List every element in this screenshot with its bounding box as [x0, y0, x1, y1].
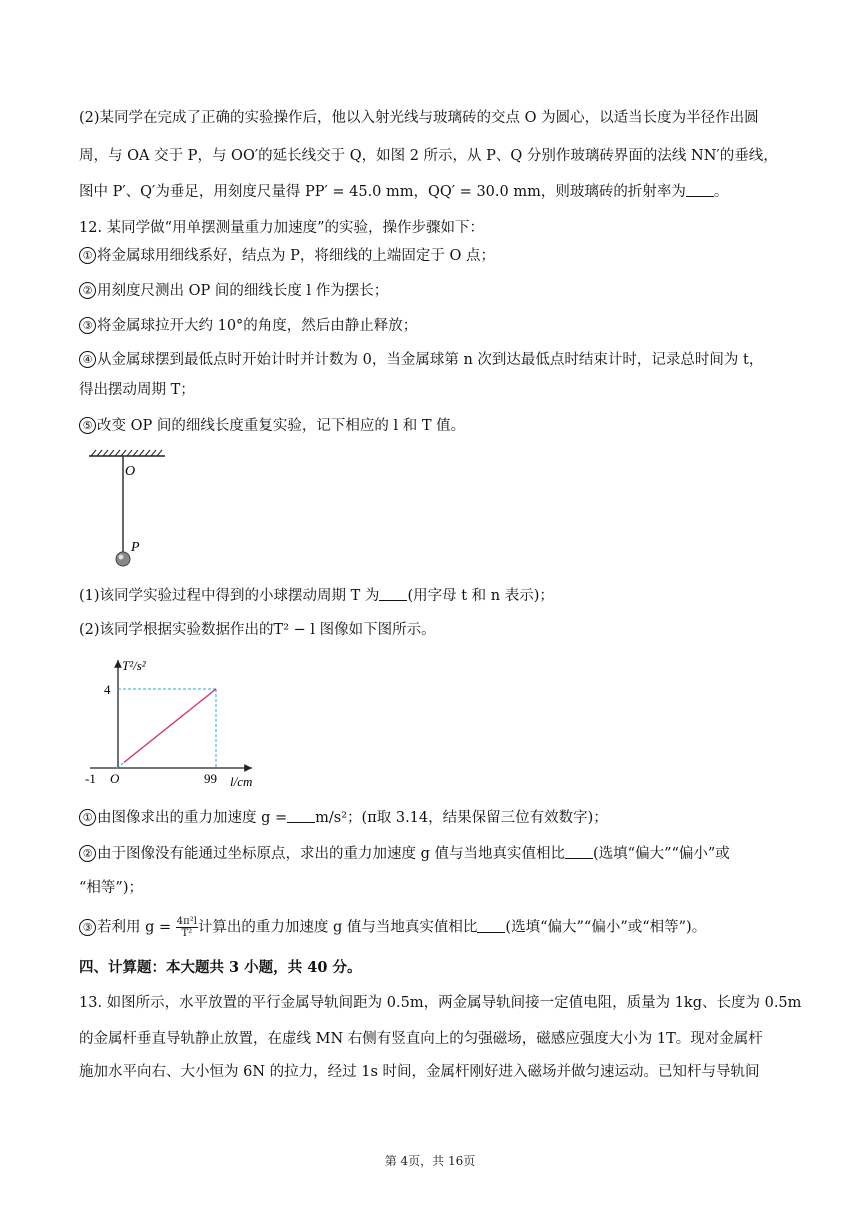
q12-part1: [79, 586, 784, 606]
part1-end: (用字母 t 和 n 表示)；: [407, 588, 554, 604]
answer-blank: [379, 586, 407, 601]
step-number: ③: [79, 919, 96, 936]
q12-intro: 12. 某同学做“用单摆测量重力加速度”的实验，操作步骤如下：: [79, 220, 484, 236]
q12-answer2-cont: “相等”)；: [79, 880, 143, 896]
q13-line1: 13. 如图所示，水平放置的平行金属导轨间距为 0.5m，两金属导轨间接一定值电阻，质量为 1kg、长度为 0.5m: [79, 995, 802, 1011]
q11-part2-line3: [79, 182, 784, 202]
step-number: ②: [79, 282, 96, 299]
answer1-text: 由图像求出的重力加速度 g =: [97, 810, 288, 826]
answer2-text: 由于图像没有能通过坐标原点，求出的重力加速度 g 值与当地真实值相比: [97, 846, 565, 862]
step-text: 将金属球用细线系好，结点为 P，将细线的上端固定于 O 点；: [97, 248, 495, 264]
pendulum-figure: [85, 448, 175, 573]
section-heading: 四、计算题：本大题共 3 小题，共 40 分。: [79, 959, 362, 976]
step-text: 从金属球摆到最低点时开始计时并计数为 0，当金属球第 n 次到达最低点时结束计时，记录总时间为 t，: [97, 352, 764, 368]
pendulum-ball: [116, 552, 130, 566]
answer-blank: [287, 808, 315, 823]
t2-l-chart: [82, 650, 272, 792]
q12-step5: [79, 416, 784, 436]
answer-blank: [686, 182, 714, 197]
q12-step2: [79, 281, 784, 301]
q13-line2: 的金属杆垂直导轨静止放置，在虚线 MN 右侧有竖直向上的匀强磁场，磁感应强度大小为 1T。现对金属杆: [79, 1031, 763, 1047]
q11-line3-text: 图中 P′、Q′为垂足，用刻度尺量得 PP′ = 45.0 mm，QQ′ = 30.0 mm，则玻璃砖的折射率为: [79, 184, 686, 200]
q11-part2-line2: 周，与 OA 交于 P，与 OO′的延长线交于 Q，如图 2 所示，从 P、Q 分别作玻璃砖界面的法线 NN′的垂线，: [79, 148, 778, 164]
answer3-end: (选填“偏大”“偏小”或“相等”)。: [505, 919, 707, 936]
x-axis-label: l/cm: [230, 774, 253, 789]
point-P-label: P: [131, 540, 140, 555]
q11-part2-line1: (2)某同学在完成了正确的实验操作后，他以入射光线与玻璃砖的交点 O 为圆心，以适当长度为半径作出圆: [79, 110, 759, 126]
fraction-denominator: T²: [181, 928, 193, 939]
y-tick-label: 4: [104, 682, 111, 697]
step-number: ①: [79, 247, 96, 264]
answer3-mid: 计算出的重力加速度 g 值与当地真实值相比: [197, 919, 478, 936]
answer-blank: [477, 918, 505, 933]
formula-fraction: [176, 916, 198, 939]
answer1-end: m/s²；(π取 3.14，结果保留三位有效数字)；: [315, 810, 608, 826]
x-tick-label: 99: [204, 771, 217, 786]
ball-highlight: [119, 555, 124, 560]
answer3-text: 若利用 g =: [97, 919, 172, 936]
x-tick-label: -1: [85, 771, 96, 786]
y-axis-label: T²/s²: [122, 658, 146, 673]
q12-step4: [79, 350, 784, 370]
answer2-end: (选填“偏大”“偏小”或: [593, 846, 730, 862]
q12-step1: [79, 246, 784, 266]
step-number: ⑤: [79, 417, 96, 434]
step-number: ①: [79, 809, 96, 826]
page-footer: 第 4页，共 16页: [384, 1154, 476, 1168]
q12-step3: [79, 316, 784, 336]
data-line: [124, 689, 216, 762]
step-number: ④: [79, 351, 96, 368]
part1-text: (1)该同学实验过程中得到的小球摆动周期 T 为: [79, 588, 380, 604]
q12-step4-cont: 得出摆动周期 T；: [79, 382, 195, 398]
origin-label: O: [110, 771, 120, 786]
step-text: 将金属球拉开大约 10°的角度，然后由静止释放；: [97, 318, 418, 334]
q11-line3-end: 。: [713, 184, 729, 200]
q12-answer3: [79, 916, 784, 939]
q12-answer1: [79, 808, 784, 828]
step-text: 改变 OP 间的细线长度重复实验，记下相应的 l 和 T 值。: [97, 418, 466, 434]
answer-blank: [565, 844, 593, 859]
q12-part2: (2)该同学根据实验数据作出的T² − l 图像如下图所示。: [79, 622, 436, 638]
q13-line3: 施加水平向右、大小恒为 6N 的拉力，经过 1s 时间，金属杆刚好进入磁场并做匀速运动。已知杆与导轨间: [79, 1064, 760, 1080]
point-O-label: O: [125, 464, 136, 479]
step-number: ③: [79, 317, 96, 334]
q12-answer2: [79, 844, 784, 864]
fraction-numerator: 4π²l: [176, 916, 197, 927]
ceiling-hatch: [91, 450, 162, 456]
step-text: 用刻度尺测出 OP 间的细线长度 l 作为摆长；: [97, 283, 389, 299]
step-number: ②: [79, 845, 96, 862]
